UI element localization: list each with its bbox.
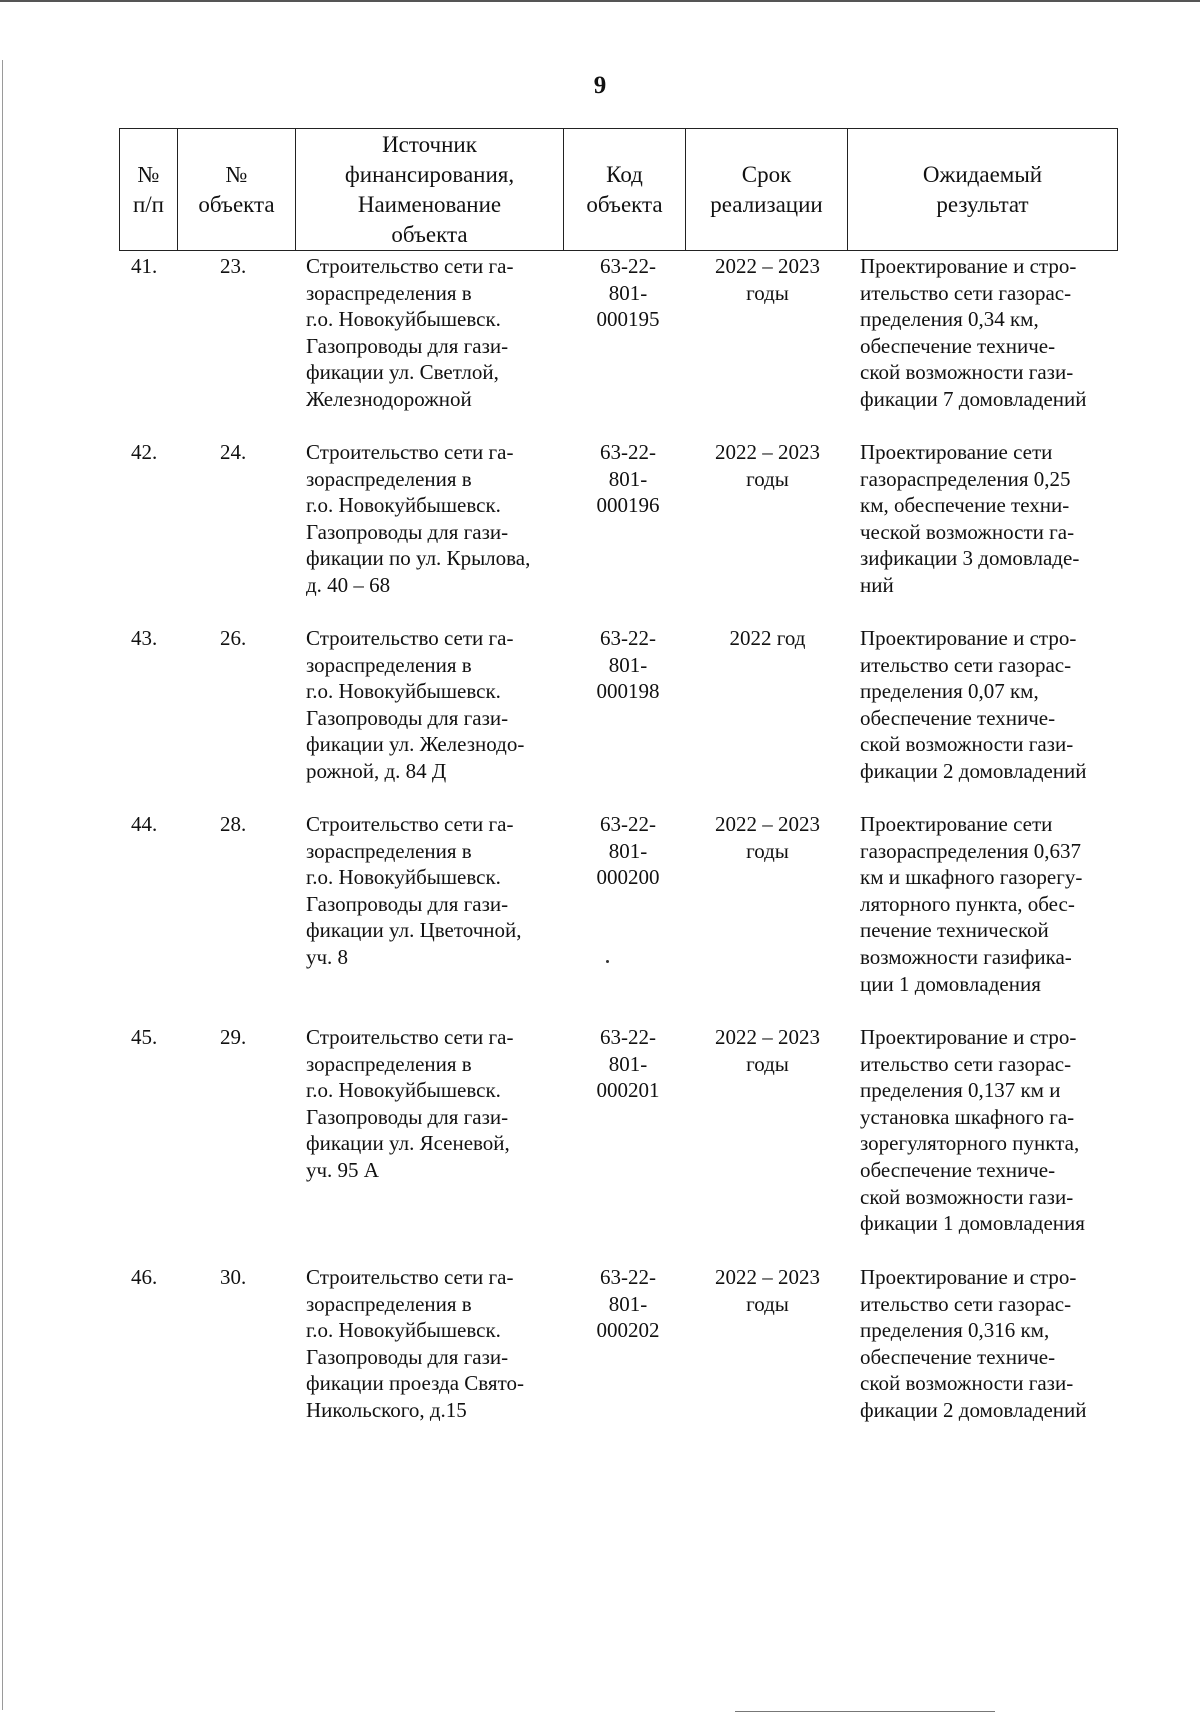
object-code: 63-22- 801- 000195 (596, 254, 660, 332)
object-code: 63-22- 801- 000198 (596, 626, 660, 704)
implementation-term: 2022 – 2023 годы (715, 1265, 820, 1316)
row-number: 41. (131, 254, 158, 278)
scan-bottom-edge (735, 1711, 995, 1712)
row-number: 46. (131, 1265, 158, 1289)
table-header (119, 128, 1118, 253)
row-number: 44. (131, 812, 158, 836)
row-number: 45. (131, 1025, 158, 1049)
object-number: 26. (220, 626, 247, 650)
expected-result: Проектирование и стро- ительство сети газорас- пределения 0,07 км, обеспечение техниче- ской возможности гази- фикации 2 домовладений (860, 626, 1087, 783)
object-name: Строительство сети га- зораспределения в г.о. Новокуйбышевск. Газопроводы для гази- фикации ул. Светлой, Железнодорожной (306, 254, 514, 411)
object-code: 63-22- 801- 000196 (596, 440, 660, 518)
header-cell-expected-result: Ожидаемый результат (847, 128, 1118, 251)
scan-left-edge (2, 60, 3, 1710)
header-cell-object-number: № объекта (177, 128, 295, 251)
header-cell-term: Срок реализации (685, 128, 847, 251)
object-name: Строительство сети га- зораспределения в г.о. Новокуйбышевск. Газопроводы для гази- фикации ул. Ясеневой, уч. 95 А (306, 1025, 514, 1182)
object-code: 63-22- 801- 000200 (596, 812, 660, 890)
expected-result: Проектирование и стро- ительство сети газорас- пределения 0,316 км, обеспечение техниче- ской возможности гази- фикации 2 домовладений (860, 1265, 1087, 1422)
object-name: Строительство сети га- зораспределения в г.о. Новокуйбышевск. Газопроводы для гази- фикации ул. Цветочной, уч. 8 (306, 812, 522, 969)
object-number: 30. (220, 1265, 247, 1289)
header-cell-object-code: Код объекта (563, 128, 685, 251)
object-number: 29. (220, 1025, 247, 1049)
row-number: 43. (131, 626, 158, 650)
object-number: 23. (220, 254, 247, 278)
implementation-term: 2022 – 2023 годы (715, 440, 820, 491)
expected-result: Проектирование сети газораспределения 0,637 км и шкафного газорегу- ляторного пункта, обес- печение технической возможности газифика- ции 1 домовладения (860, 812, 1083, 996)
implementation-term: 2022 год (729, 626, 806, 650)
row-number: 42. (131, 440, 158, 464)
object-name: Строительство сети га- зораспределения в г.о. Новокуйбышевск. Газопроводы для гази- фикации проезда Свято- Никольского, д.15 (306, 1265, 524, 1422)
object-code: 63-22- 801- 000202 (596, 1265, 660, 1343)
expected-result: Проектирование и стро- ительство сети газорас- пределения 0,34 км, обеспечение техниче- ской возможности гази- фикации 7 домовладений (860, 254, 1087, 411)
implementation-term: 2022 – 2023 годы (715, 812, 820, 863)
expected-result: Проектирование сети газораспределения 0,25 км, обеспечение техни- ческой возможности га- зификации 3 домовладе- ний (860, 440, 1080, 597)
scan-speck (606, 960, 609, 963)
implementation-term: 2022 – 2023 годы (715, 254, 820, 305)
object-name: Строительство сети га- зораспределения в г.о. Новокуйбышевск. Газопроводы для гази- фикации по ул. Крылова, д. 40 – 68 (306, 440, 531, 597)
implementation-term: 2022 – 2023 годы (715, 1025, 820, 1076)
header-cell-source-name: Источник финансирования, Наименование объекта (295, 128, 563, 251)
scan-top-edge (0, 0, 1200, 2)
expected-result: Проектирование и стро- ительство сети газорас- пределения 0,137 км и установка шкафного га- зорегуляторного пункта, обеспечение техниче- ской возможности гази- фикации 1 домовладения (860, 1025, 1085, 1236)
header-cell-row-number: № п/п (119, 128, 177, 251)
object-name: Строительство сети га- зораспределения в г.о. Новокуйбышевск. Газопроводы для гази- фикации ул. Железнодо- рожной, д. 84 Д (306, 626, 525, 783)
object-number: 28. (220, 812, 247, 836)
object-number: 24. (220, 440, 247, 464)
page-number: 9 (593, 72, 607, 99)
object-code: 63-22- 801- 000201 (596, 1025, 660, 1103)
